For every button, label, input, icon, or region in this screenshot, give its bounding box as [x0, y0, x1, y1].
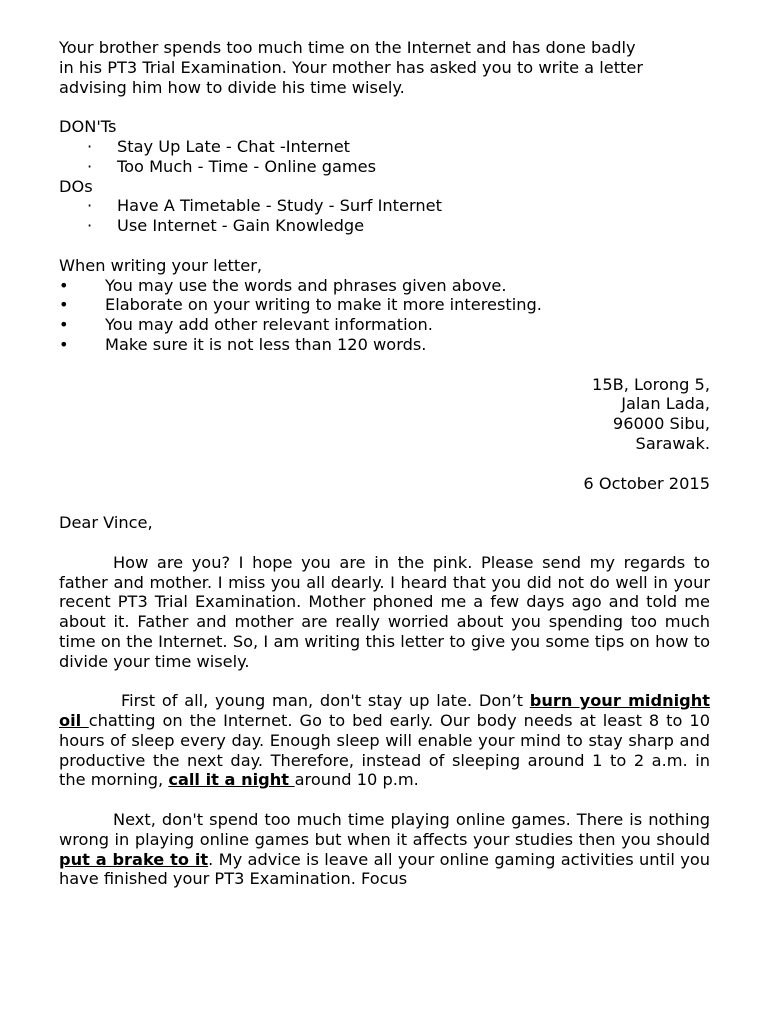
instructions-heading: When writing your letter, [59, 255, 262, 275]
bullet-icon: · [87, 136, 93, 156]
address-line: Jalan Lada, [621, 394, 710, 414]
bullet-icon: • [59, 315, 69, 335]
dos-item: · Have A Timetable - Study - Surf Internet [59, 196, 710, 216]
idiom-highlight: burn your midnight oil [59, 691, 710, 731]
salutation: Dear Vince, [59, 513, 153, 533]
bullet-icon: • [59, 275, 69, 295]
instruction-item: • You may use the words and phrases given above. [59, 275, 507, 295]
sender-address [59, 375, 710, 454]
instruction-item: • You may add other relevant information. [59, 315, 433, 335]
bullet-icon: · [87, 216, 93, 236]
dos-item: · Use Internet - Gain Knowledge [59, 216, 710, 236]
address-line: 96000 Sibu, [612, 414, 710, 434]
paragraph-3: Next, don't spend too much time playing online games. There is nothing wrong in playing online games but when it affects your studies then you should put a brake to it. My advice is leave all your online gaming activities until you have finished your PT3 Examination. Focus [59, 810, 710, 889]
instruction-item: • Make sure it is not less than 120 words. [59, 334, 427, 354]
address-line: Sarawak. [635, 433, 710, 453]
bullet-icon: • [59, 295, 69, 315]
dos-heading: DOs [59, 176, 93, 196]
address-line: 15B, Lorong 5, [592, 374, 710, 394]
bullet-icon: • [59, 334, 69, 354]
task-line-3: advising him how to divide his time wisely. [59, 77, 405, 97]
task-line-2: in his PT3 Trial Examination. Your mother has asked you to write a letter [59, 57, 644, 77]
task-line-1: Your brother spends too much time on the Internet and has done badly [59, 38, 636, 57]
idiom-highlight: call it a night [168, 770, 295, 790]
document-page [59, 38, 710, 889]
letter-date: 6 October 2015 [583, 473, 710, 493]
donts-heading: DON'Ts [59, 117, 117, 137]
idiom-highlight: put a brake to it [59, 849, 209, 869]
bullet-icon: · [87, 196, 93, 216]
instruction-item: • Elaborate on your writing to make it more interesting. [59, 295, 542, 315]
donts-item: · Stay Up Late - Chat -Internet [59, 137, 710, 157]
paragraph-1: How are you? I hope you are in the pink. Please send my regards to father and mother. I miss you all dearly. I heard that you did not do well in your recent PT3 Trial Examination. Mother phoned me a few days ago and told me about it. Father and mother are really worried about you spending too much time on the Internet. So, I am writing this letter to give you some tips on how to divide your time wisely. [59, 552, 710, 671]
donts-item: · Too Much - Time - Online games [59, 157, 710, 177]
paragraph-2: First of all, young man, don't stay up late. Don’t burn your midnight oil chatting on the Internet. Go to bed early. Our body needs at least 8 to 10 hours of sleep every day. Enough sleep will enable your mind to stay sharp and productive the next day. Therefore, instead of sleeping around 1 to 2 a.m. in the morning, call it a night around 10 p.m. [59, 691, 710, 790]
bullet-icon: · [87, 156, 93, 176]
